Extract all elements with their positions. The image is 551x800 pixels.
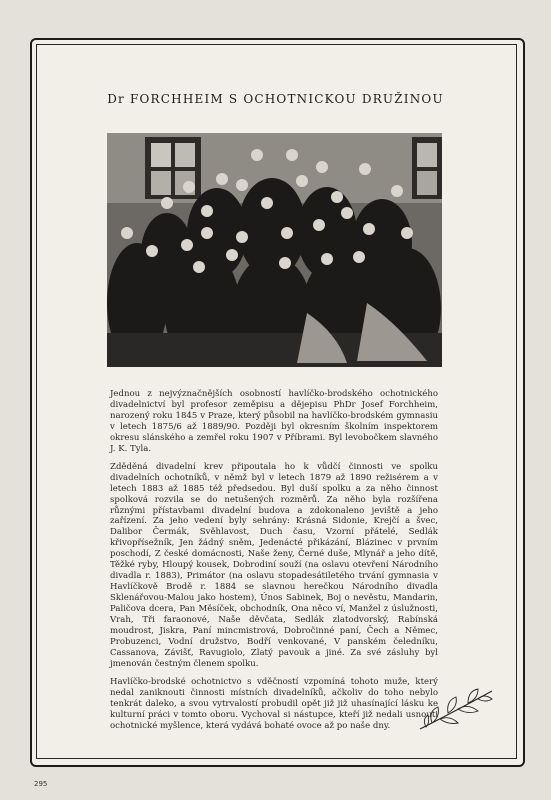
article-body — [110, 389, 438, 739]
group-photograph — [107, 133, 442, 367]
olive-branch-icon — [418, 685, 494, 731]
page-title: Dr FORCHHEIM S OCHOTNICKOU DRUŽINOU — [107, 92, 444, 106]
paragraph-theatre-activity: Zděděná divadelní krev připoutala ho k vůdčí činnosti ve spolku divadelních ochotníků, v němž byl v letech 1879 až 1890 režisérem a v letech 1883 až 1885 též předsedou. Byl duší spolku a za něho činnost spolková rozvila se do netušených rozměrů. Za něho byla rozšířena různými přístavbami divadelní budova a zdokonaleno jeviště a jeho zařízení. Za jeho vedení byly sehrány: Krásná Sidonie, Krejčí a švec, Dalibor Čermák, Svěhlavost, Duch času, Vzorní přátelé, Sedlák křivopřísežník, Jen žádný sněm, Jedenácté přikázání, Blázinec v prvním poschodí, Z české domácnosti, Naše ženy, Černé duše, Mlynář a jeho dítě, Těžké ryby, Hloupý kousek, Dobrodiní souží (na oslavu otevření Národního divadla r. 1883), Primátor (na oslavu stopadesátiletého trvání gymnasia v Havlíčkově Brodě r. 1884 se slavnou herečkou Národního divadla Sklenářovou-Malou jako hostem), Únos Sabinek, Boj o nevěstu, Mandarin, Paličova dcera, Pan Měsíček, obchodník, Ona něco ví, Manžel z úslužnosti, Vrah, Tři faraonové, Naše děvčata, Sedlák zlatodvorský, Rabínská moudrost, Jiskra, Paní mincmistrová, Dobročinné paní, Čech a Němec, Probuzenci, Vodní družstvo, Bodří venkované, V panském čeledníku, Cassanova, Závišť, Ravugiolo, Zlatý pavouk a jiné. Za své zásluhy byl jmenován čestným členem spolku. — [110, 461, 438, 669]
group-photo-illustration — [107, 133, 442, 367]
paragraph-legacy: Havlíčko-brodské ochotnictvo s vděčností vzpomíná tohoto muže, který nedal zaniknouti činnosti místních divadelníků, ačkoliv do toho nebylo tenkrát daleko, a svou vytrvalostí probudil opět již již uhasínající lásku ke kulturní práci v tomto oboru. Vychoval si nástupce, kteří již nedali usnouti ochotnické myšlence, která vydává bohaté ovoce až po naše dny. — [110, 676, 438, 731]
paragraph-intro: Jednou z nejvýznačnějších osobností havlíčko-brodského ochotnického divadelnictví byl profesor zeměpisu a dějepisu PhDr Josef Forchheim, narozený roku 1845 v Praze, který působil na havlíčko-brodském gymnasiu v letech 1875/6 až 1889/90. Později byl okresním školním inspektorem okresu slánského a zemřel roku 1907 v Příbrami. Byl levobočkem slavného J. K. Tyla. — [110, 389, 438, 454]
page-number: 295 — [34, 780, 48, 788]
